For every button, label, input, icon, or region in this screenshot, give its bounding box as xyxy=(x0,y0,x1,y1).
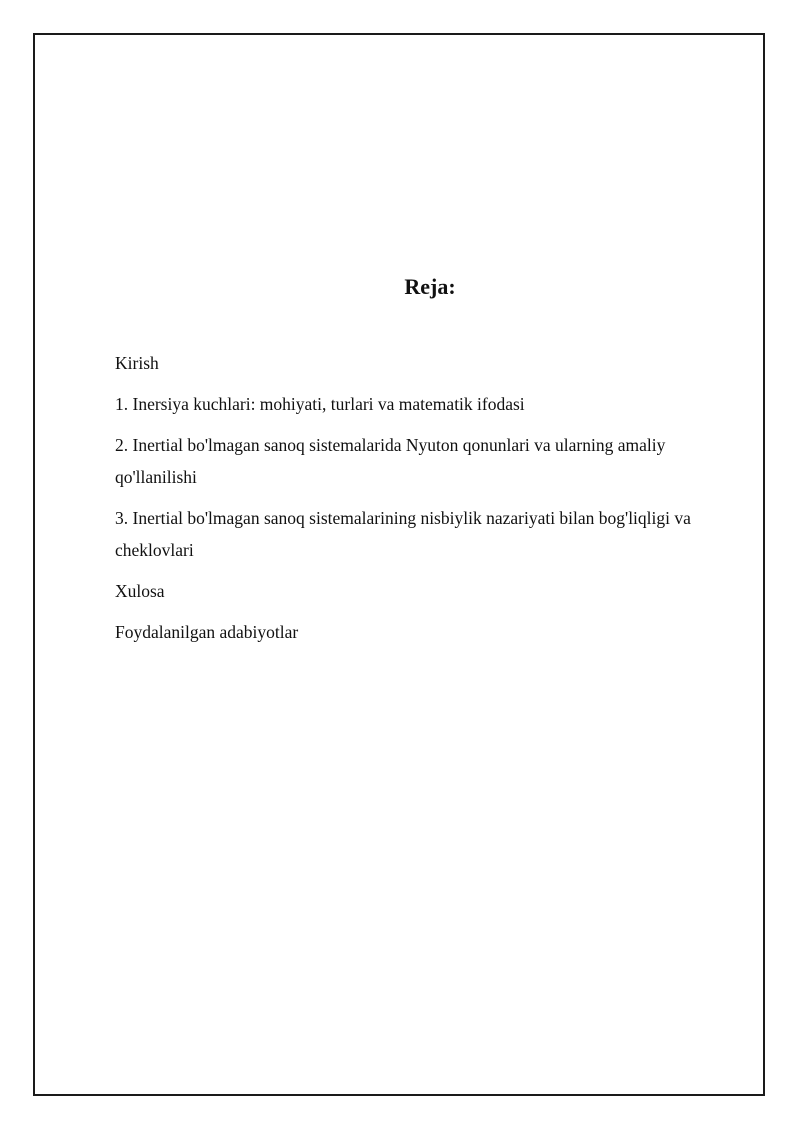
toc-item-2: 2. Inertial bo'lmagan sanoq sistemalarida Nyuton qonunlari va ularning amaliy qo'llanilishi xyxy=(115,435,666,487)
toc-item-1: 1. Inersiya kuchlari: mohiyati, turlari va matematik ifodasi xyxy=(115,394,525,414)
table-of-contents xyxy=(115,347,745,657)
toc-item-3: 3. Inertial bo'lmagan sanoq sistemalarining nisbiylik nazariyati bilan bog'liqligi va cheklovlari xyxy=(115,508,691,560)
page-title: Reja: xyxy=(404,274,456,299)
toc-item-references: Foydalanilgan adabiyotlar xyxy=(115,622,299,642)
toc-item-introduction: Kirish xyxy=(115,353,159,373)
toc-item-conclusion: Xulosa xyxy=(115,581,165,601)
